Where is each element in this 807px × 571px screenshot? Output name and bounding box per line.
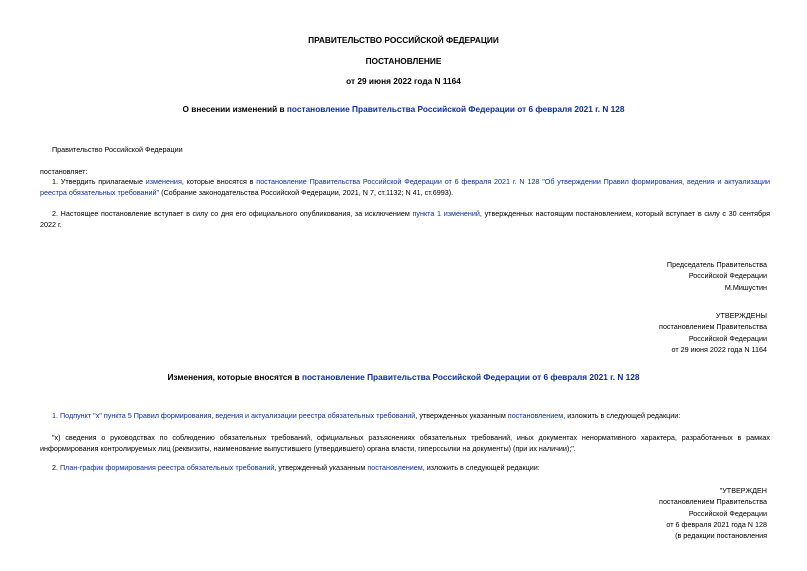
approved-line-3: Российской Федерации — [688, 333, 767, 343]
approved2-line-1: "УТВЕРЖДЕН — [719, 486, 767, 495]
approved2-line-4: от 6 февраля 2021 года N 128 — [666, 519, 767, 529]
change-1-quote: "х) сведения о руководствах по соблюдению обязательных требований, официальных разъяснениях обязательных требований, иных документах ненормативного характера, разработанных в рамках информирования контролируемых лиц (реквизиты, наименование выпустившего (утвердившего) органа власти, гиперссылки на документы) (при их наличии);". — [40, 433, 770, 453]
change-2-text-a: 2. — [52, 463, 60, 472]
signature-block — [567, 259, 767, 293]
p2-text-a: 2. Настоящее постановление вступает в силу со дня его официального опубликования, за исключением — [52, 209, 413, 218]
title-link[interactable]: постановление Правительства Российской Федерации от 6 февраля 2021 г. N 128 — [286, 104, 625, 114]
approved2-line-5: (в редакции постановления — [675, 531, 767, 541]
change-2-link-plan[interactable]: План-график формирования реестра обязательных требований — [60, 463, 275, 472]
doc-type-heading: ПОСТАНОВЛЕНИЕ — [365, 56, 442, 66]
p2-link-item[interactable]: пункта 1 изменений — [412, 209, 480, 218]
change-2-link-decree[interactable]: постановлением — [367, 463, 423, 472]
approved-line-2: постановлением Правительства — [659, 322, 767, 332]
paragraph-2 — [40, 208, 770, 230]
title-prefix: О внесении изменений в — [182, 104, 287, 114]
signature-line-3: М.Мишустин — [724, 282, 767, 292]
change-1-text-b: , изложить в следующей редакции: — [563, 411, 681, 420]
change-1-link-decree[interactable]: постановлением — [507, 411, 564, 420]
approved-line-4: от 29 июня 2022 года N 1164 — [671, 344, 767, 354]
signature-line-1: Председатель Правительства — [666, 260, 767, 269]
p1-text-a: 1. Утвердить прилагаемые — [52, 177, 146, 186]
approved2-line-2: постановлением Правительства — [659, 497, 767, 507]
document-title — [0, 104, 807, 114]
change-2-text-b: , утвержденный указанным — [274, 463, 368, 472]
change-1-text-a: , утвержденных указанным — [415, 411, 508, 420]
p1-text-c: (Собрание законодательства Российской Федерации, 2021, N 7, ст.1132; N 41, ст.6993). — [159, 188, 454, 197]
paragraph-1 — [40, 176, 770, 198]
gov-name: Правительство Российской Федерации — [52, 145, 183, 154]
approved2-line-3: Российской Федерации — [688, 508, 767, 518]
changes-title — [0, 372, 807, 382]
p2-text-b: , утвержденных настоящим постановлением, который вступает в силу с 30 сентября 2022 г. — [40, 209, 770, 229]
approved2-block — [567, 485, 767, 541]
change-2-text-c: , изложить в следующей редакции: — [422, 463, 540, 472]
change-1 — [40, 410, 770, 421]
changes-title-prefix: Изменения, которые вносятся в — [167, 372, 302, 382]
p1-link-changes[interactable]: изменения — [145, 177, 182, 186]
change-2 — [40, 462, 770, 473]
p1-link-decree[interactable]: постановление Правительства Российской Федерации от 6 февраля 2021 г. N 128 "Об утверждении Правил формирования, ведения и актуализации реестра обязательных требований" — [40, 177, 770, 197]
approved-block — [567, 310, 767, 355]
doc-date-number: от 29 июня 2022 года N 1164 — [346, 76, 461, 86]
decides-text: постановляет: — [40, 167, 88, 176]
change-1-link-rules[interactable]: 1. Подпункт "х" пункта 5 Правил формирования, ведения и актуализации реестра обязательных требований — [52, 411, 416, 420]
org-heading: ПРАВИТЕЛЬСТВО РОССИЙСКОЙ ФЕДЕРАЦИИ — [308, 35, 499, 45]
changes-title-link[interactable]: постановление Правительства Российской Федерации от 6 февраля 2021 г. N 128 — [301, 372, 640, 382]
p1-text-b: , которые вносятся в — [181, 177, 257, 186]
signature-line-2: Российской Федерации — [688, 271, 767, 281]
approved-line-1: УТВЕРЖДЕНЫ — [715, 311, 767, 320]
